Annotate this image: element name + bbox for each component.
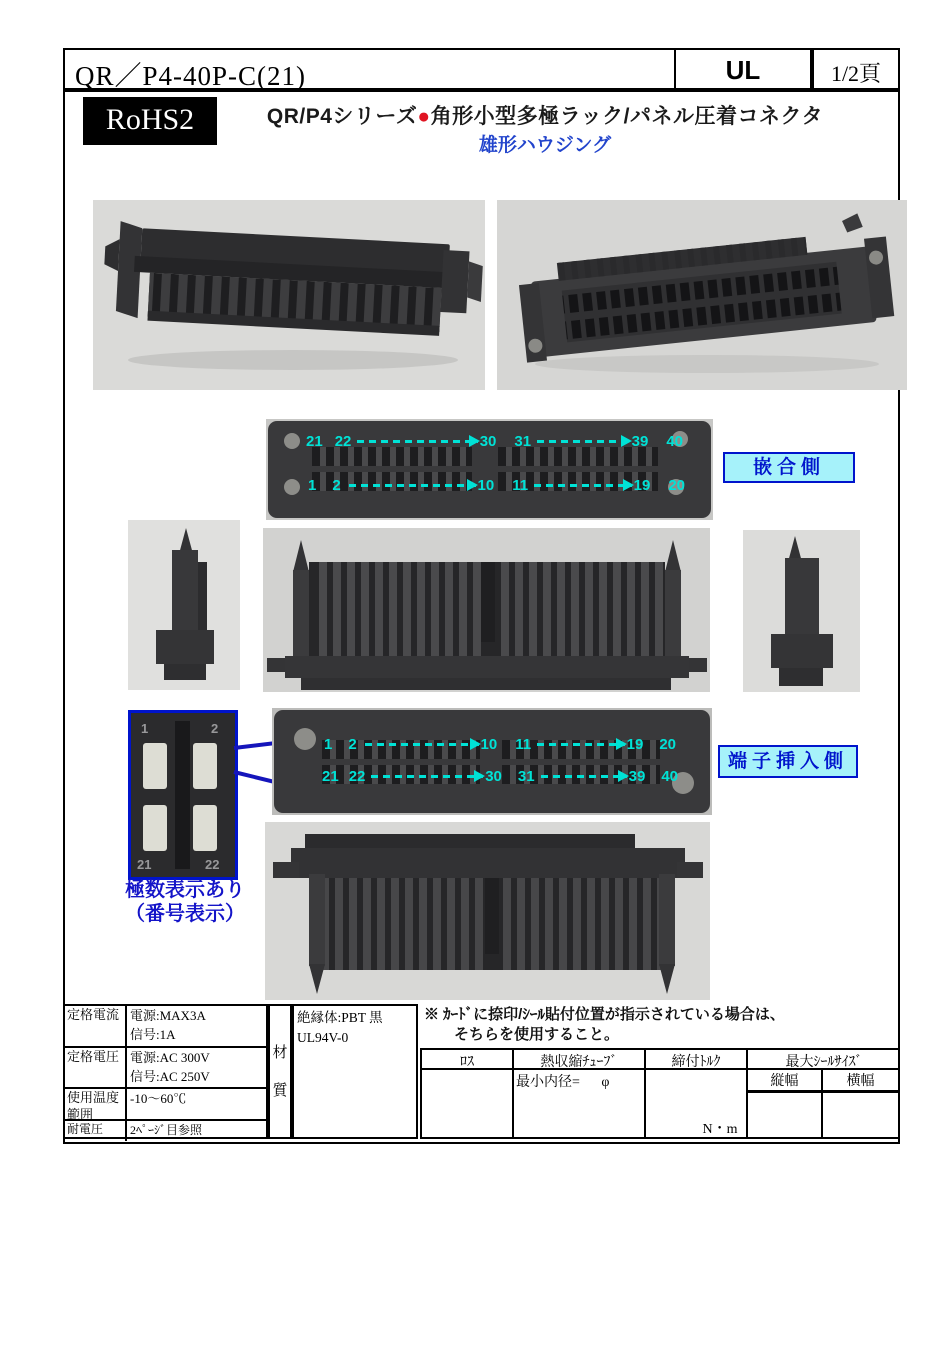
photo-bottom-comb [265,822,710,1000]
photo-mating-face [266,419,713,520]
dashed-arrow-icon [371,775,483,778]
title-series: QR/P4シリーズ [266,105,418,128]
mount-hole-icon [284,479,300,495]
pin-number: 1 [324,736,333,753]
pin-number: 19 [633,477,651,494]
page-title [230,100,860,130]
col-header-max-seal-size: 最大ｼｰﾙｻｲｽﾞ [785,1055,863,1070]
photo-side-view-right [743,530,860,692]
molded-pin-number: 2 [211,721,219,736]
spec-value [127,1048,266,1088]
spec-value [127,1121,266,1140]
pin-number: 22 [348,768,366,785]
molded-pin-number: 22 [205,857,220,872]
spec-label: 定格電流 [65,1006,127,1046]
caption-line2: （番号表示） [125,903,245,925]
note-line2: そちらを使用すること。 [454,1026,620,1044]
terminal-slot [193,805,217,851]
pin-number: 31 [517,768,535,785]
stamp-position-note [424,1005,900,1046]
pin-number-row-top [306,433,683,450]
material-line: UL94V-0 [297,1030,349,1046]
spec-value [127,1089,266,1119]
pin-number-row-bottom [322,768,678,785]
dashed-arrow-icon [534,484,632,487]
min-inner-dia-label: 最小内径= [516,1075,580,1090]
connector-illustration [263,528,710,692]
spec-label: 耐電圧 [65,1121,127,1140]
phi-symbol: φ [601,1075,610,1090]
fitting-side-label: 嵌合側 [723,452,855,483]
dashed-arrow-icon [365,743,479,746]
insertion-side-label: 端子挿入側 [718,745,858,778]
connector-illustration [497,200,907,390]
col-header-tightening-torque: 締付ﾄﾙｸ [671,1055,721,1070]
dashed-arrow-icon [537,743,625,746]
spec-value-line: 信号:AC 250V [130,1068,210,1084]
terminal-slot [143,805,167,851]
mount-hole-icon [294,728,316,750]
spec-value-line: -10～60℃ [130,1091,187,1107]
connector-illustration [743,530,860,692]
terminal-slot [143,743,167,789]
pin-number-row-top [324,736,676,753]
pin-number: 39 [628,768,646,785]
slot-divider [312,466,658,472]
inset-caption [110,878,260,926]
spec-row-rated-voltage [65,1048,266,1090]
pin-number: 21 [322,768,339,785]
spec-value-line: 電源:MAX3A [130,1008,206,1023]
page-subtitle: 雄形ハウジング [478,135,612,156]
tube-min-inner-dia [516,1071,644,1091]
pin-number: 2 [332,477,341,494]
pin-number: 11 [512,477,529,494]
caption-line1: 極数表示あり [125,879,245,901]
molded-pin-number: 1 [141,721,149,736]
material-header [268,1004,292,1139]
lower-spec-table [420,1048,900,1139]
part-number: QR／P4-40P-C(21) [75,61,307,91]
mount-hole-icon [284,433,300,449]
note-line1: ※ ｶｰﾄﾞに捺印/ｼｰﾙ貼付位置が指示されている場合は、 [424,1006,785,1023]
pin-number: 10 [477,477,495,494]
spec-value-line: 信号:1A [130,1026,176,1042]
pin-number: 22 [334,433,352,450]
spec-value-line: 2ﾍﾟｰｼﾞ目参照 [130,1123,203,1138]
pin-number: 20 [659,736,676,753]
photo-male-housing-angled-front [93,200,485,390]
page-indicator: 1/2頁 [810,50,898,88]
slot-divider [322,759,660,765]
pin-number: 21 [306,433,323,450]
pin-number: 19 [626,736,644,753]
pin-number: 11 [515,736,532,753]
dashed-arrow-icon [357,440,477,443]
pin-number: 31 [514,433,532,450]
pin-number: 1 [308,477,317,494]
ul-mark: UL [674,50,810,88]
torque-unit: N・m [702,1122,738,1137]
rohs2-badge: RoHS2 [83,97,217,145]
spec-row-temperature-range [65,1089,266,1121]
seal-col-horizontal-width: 横幅 [846,1074,875,1089]
photo-front-comb [263,528,710,692]
material-header-label: 材質 [272,1044,288,1099]
molded-pin-number: 21 [137,857,152,872]
spec-label: 定格電圧 [65,1048,127,1088]
pin-number: 20 [668,477,685,494]
center-rib [175,721,190,869]
material-value [292,1004,418,1139]
header-bar [63,48,900,90]
grid-line [746,1090,898,1093]
spec-row-withstand-voltage [65,1121,266,1140]
pin-number: 30 [479,433,497,450]
material-line: 絶縁体:PBT 黒 [297,1010,383,1025]
connector-illustration [93,200,485,390]
photo-male-housing-angled-top [497,200,907,390]
pin-number: 40 [661,768,678,785]
connector-illustration [265,822,710,1000]
pin-number-row-bottom [308,477,685,494]
connector-face [274,710,710,813]
red-bullet-icon: ● [417,105,431,128]
dashed-arrow-icon [541,775,627,778]
dashed-arrow-icon [537,440,630,443]
pin-number: 39 [631,433,649,450]
terminal-slot [193,743,217,789]
spec-table [63,1004,268,1139]
pin-number: 2 [348,736,357,753]
photo-terminal-insertion-face [272,708,712,815]
seal-col-vertical-width: 縦幅 [770,1074,799,1089]
spec-row-rated-current [65,1006,266,1048]
spec-value-line: 電源:AC 300V [130,1049,210,1065]
spec-label: 使用温度範囲 [65,1089,127,1119]
spec-value [127,1006,266,1046]
inset-polarity-closeup [128,710,238,880]
pin-number: 10 [480,736,498,753]
connector-illustration [128,520,240,690]
col-header-loss: ﾛｽ [460,1055,474,1070]
title-name: 角形小型多極ラック/パネル圧着コネクタ [430,105,824,128]
photo-side-view-left [128,520,240,690]
dashed-arrow-icon [349,484,476,487]
col-header-heat-shrink-tube: 熱収縮ﾁｭｰﾌﾞ [540,1055,618,1070]
pin-number: 30 [485,768,502,785]
pin-number: 40 [666,433,683,450]
